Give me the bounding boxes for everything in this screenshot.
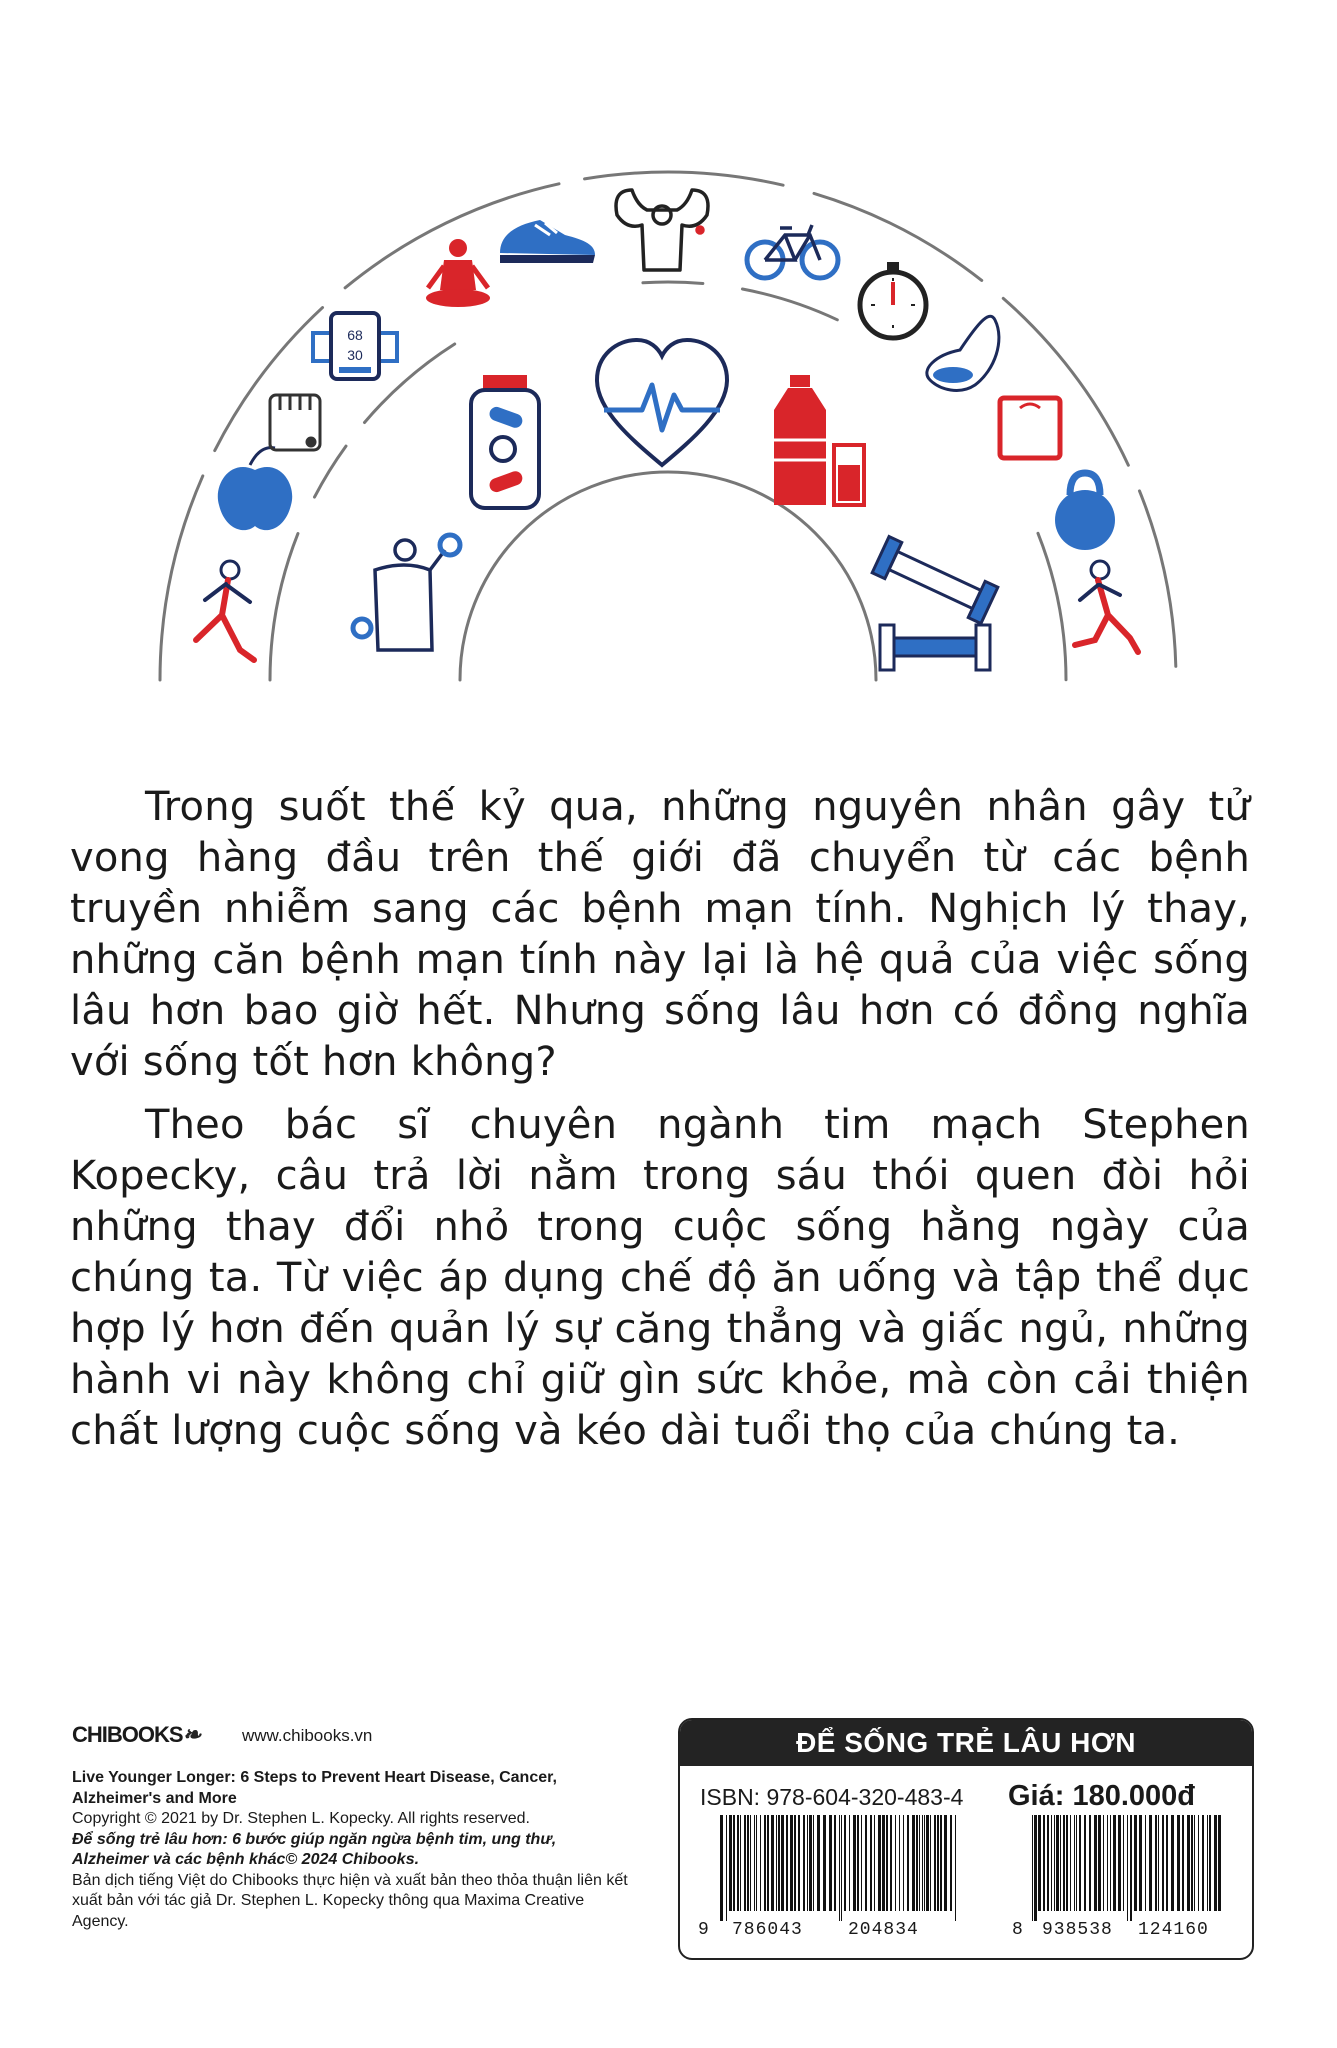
barcode-bar bbox=[874, 1815, 875, 1911]
water-bottle-icon bbox=[774, 375, 864, 505]
barcode-bar bbox=[1177, 1815, 1180, 1911]
barcode-bar bbox=[955, 1815, 956, 1921]
barcode-bar bbox=[729, 1815, 732, 1911]
barcode-bar bbox=[1134, 1815, 1137, 1911]
barcode1-digits-left: 786043 bbox=[732, 1920, 803, 1940]
barcode2-digits-right: 124160 bbox=[1138, 1920, 1209, 1940]
barcode-bar bbox=[790, 1815, 793, 1911]
barcode-bar bbox=[829, 1815, 832, 1911]
barcode-bar bbox=[1051, 1815, 1052, 1911]
barcode-bar bbox=[1038, 1815, 1041, 1911]
barcode-bar bbox=[1118, 1815, 1121, 1911]
barcode-bar bbox=[861, 1815, 862, 1911]
barcode-bar bbox=[886, 1815, 888, 1911]
barcode-bar bbox=[1034, 1815, 1037, 1921]
barcode-bar bbox=[1123, 1815, 1124, 1911]
barcode-bar bbox=[930, 1815, 931, 1911]
barcode-bar bbox=[937, 1815, 939, 1911]
barcode-bar bbox=[798, 1815, 800, 1911]
barcode-bar bbox=[767, 1815, 769, 1911]
smartwatch-icon bbox=[313, 313, 397, 379]
barcode-bar bbox=[950, 1815, 952, 1911]
barcode-bar bbox=[1194, 1815, 1195, 1911]
copyright-line: Copyright © 2021 by Dr. Stephen L. Kopecky. All rights reserved. bbox=[72, 1810, 530, 1827]
barcode-bar bbox=[737, 1815, 739, 1911]
blurb-paragraph-1: Trong suốt thế kỷ qua, những nguyên nhân gây tử vong hàng đầu trên thế giới đã chuyển từ các bệnh truyền nhiễm sang các bệnh mạn tính. Nghịch lý thay, những căn bệnh mạn tính này lại là hệ quả của việc sống lâu hơn bao giờ hết. Nhưng sống lâu hơn có đồng nghĩa với sống tốt hơn không? bbox=[70, 784, 1250, 1085]
publisher-logo-text: CHIBOOKS bbox=[72, 1722, 183, 1747]
barcode-bar bbox=[1127, 1815, 1128, 1921]
barcode-bar bbox=[1202, 1815, 1204, 1911]
barcode-bar bbox=[803, 1815, 805, 1911]
barcode-bar bbox=[807, 1815, 808, 1911]
barcode-bar bbox=[1054, 1815, 1055, 1911]
barcode-bar bbox=[1089, 1815, 1091, 1911]
barcode-bar bbox=[764, 1815, 766, 1911]
barcode-bar bbox=[786, 1815, 788, 1911]
dumbbells-icon bbox=[872, 537, 998, 670]
barcode-bar bbox=[756, 1815, 757, 1911]
barcode-bar bbox=[912, 1815, 915, 1911]
barcode-bar bbox=[1074, 1815, 1075, 1911]
barcode-bar bbox=[1063, 1815, 1065, 1911]
product-barcode bbox=[1032, 1815, 1226, 1921]
barcode-bar bbox=[878, 1815, 881, 1911]
barcode-bar bbox=[1214, 1815, 1217, 1911]
apple-icon bbox=[218, 448, 292, 531]
barcode-bar bbox=[916, 1815, 918, 1911]
barcode-bar bbox=[857, 1815, 859, 1911]
barcode-bar bbox=[1110, 1815, 1111, 1911]
barcode-bar bbox=[1182, 1815, 1184, 1911]
barcode-bar bbox=[870, 1815, 872, 1911]
meditation-icon bbox=[426, 239, 490, 307]
barcode-bar bbox=[1076, 1815, 1077, 1911]
sneaker-icon bbox=[500, 220, 595, 263]
barcode-bar bbox=[1209, 1815, 1211, 1911]
barcode-bar bbox=[1158, 1815, 1159, 1911]
barcode-bar bbox=[1113, 1815, 1116, 1911]
barcode-bar bbox=[1198, 1815, 1199, 1911]
barcode-bar bbox=[744, 1815, 746, 1911]
barcode-bar bbox=[750, 1815, 751, 1911]
barcode-bar bbox=[771, 1815, 774, 1911]
barcode-bar bbox=[776, 1815, 777, 1911]
barcode-bar bbox=[1066, 1815, 1068, 1911]
barcode-bar bbox=[794, 1815, 796, 1911]
isbn-barcode bbox=[720, 1815, 960, 1921]
barcode-bar bbox=[882, 1815, 885, 1911]
barcode-bar bbox=[747, 1815, 749, 1911]
barcode-bar bbox=[1171, 1815, 1174, 1911]
barcode-bar bbox=[817, 1815, 820, 1911]
barcode-bar bbox=[1162, 1815, 1164, 1911]
barcode-bar bbox=[1070, 1815, 1071, 1911]
barcode-bar bbox=[1187, 1815, 1190, 1911]
barcode-bar bbox=[760, 1815, 761, 1911]
scale-icon bbox=[1000, 398, 1060, 458]
barcode-bar bbox=[944, 1815, 947, 1911]
bicycle-icon bbox=[747, 225, 838, 278]
barcode-bar bbox=[1084, 1815, 1086, 1911]
barcode-bar bbox=[1032, 1815, 1033, 1921]
barcode-bar bbox=[726, 1815, 727, 1921]
kettlebell-icon bbox=[1055, 473, 1115, 550]
barcode-bar bbox=[907, 1815, 909, 1911]
barcode-bar bbox=[890, 1815, 892, 1911]
stopwatch-icon bbox=[860, 262, 926, 338]
barcode-bar bbox=[1166, 1815, 1168, 1911]
barcode-bar bbox=[1155, 1815, 1157, 1911]
barcode2-digit-lead: 8 bbox=[1012, 1920, 1024, 1940]
barcode-bar bbox=[733, 1815, 735, 1911]
barcode-bar bbox=[839, 1815, 840, 1921]
barcode-bar bbox=[1056, 1815, 1059, 1911]
barcode-bar bbox=[849, 1815, 850, 1911]
publisher-website: www.chibooks.vn bbox=[242, 1726, 373, 1745]
barcode-bar bbox=[834, 1815, 836, 1911]
price-label: Giá: 180.000đ bbox=[1008, 1780, 1195, 1812]
barcode-bar bbox=[823, 1815, 826, 1911]
barcode-bar bbox=[813, 1815, 814, 1911]
barcode-bar bbox=[1098, 1815, 1101, 1911]
barcode-bar bbox=[1139, 1815, 1142, 1911]
barcode-bar bbox=[899, 1815, 900, 1911]
barcode-box-title: ĐỂ SỐNG TRẺ LÂU HƠN bbox=[680, 1720, 1252, 1766]
barcode-box bbox=[678, 1718, 1254, 1960]
barcode-bar bbox=[844, 1815, 846, 1911]
barcode-bar bbox=[720, 1815, 723, 1921]
heart-pulse-icon bbox=[597, 340, 727, 465]
barcode-bar bbox=[895, 1815, 896, 1911]
barcode-bar bbox=[841, 1815, 842, 1921]
runner-woman-icon bbox=[196, 561, 254, 660]
barcode-bar bbox=[1094, 1815, 1097, 1911]
license-note: Bản dịch tiếng Việt do Chibooks thực hiện và xuất bản theo thỏa thuận liên kết xuất bản với tác giả Dr. Stephen L. Kopecky thông qua Maxima Creative Agency. bbox=[72, 1871, 628, 1930]
barcode-bar bbox=[1107, 1815, 1108, 1911]
blurb-paragraph-2: Theo bác sĩ chuyên ngành tim mạch Stephen Kopecky, câu trả lời nằm trong sáu thói quen đòi hỏi những thay đổi nhỏ trong cuộc sống hằng ngày của chúng ta. Từ việc áp dụng chế độ ăn uống và tập thể dục hợp lý hơn đến quản lý sự căng thẳng và giấc ngủ, những hành vi này không chỉ giữ gìn sức khỏe, mà còn cải thiện chất lượng cuộc sống và kéo dài tuổi thọ của chúng ta. bbox=[70, 1102, 1250, 1454]
isbn-label: ISBN: 978-604-320-483-4 bbox=[700, 1784, 964, 1810]
watch-readout-top: 68 bbox=[347, 327, 363, 343]
barcode-bar bbox=[1149, 1815, 1152, 1911]
barcode-bar bbox=[1047, 1815, 1049, 1911]
credits-block bbox=[72, 1768, 632, 1932]
barcode-bar bbox=[940, 1815, 942, 1911]
original-title: Live Younger Longer: 6 Steps to Prevent Heart Disease, Cancer, Alzheimer's and More bbox=[72, 1769, 557, 1807]
barcode-bar bbox=[853, 1815, 856, 1911]
barcode-bar bbox=[740, 1815, 741, 1911]
avocado-icon bbox=[927, 316, 999, 390]
barcode-bar bbox=[781, 1815, 784, 1911]
pill-jar-icon bbox=[471, 375, 539, 508]
barcode-bar bbox=[1043, 1815, 1045, 1911]
barcode-bar bbox=[1191, 1815, 1193, 1911]
barcode-bar bbox=[1218, 1815, 1221, 1911]
barcode-bar bbox=[778, 1815, 780, 1911]
health-icons-illustration bbox=[0, 0, 1337, 720]
barcode-bar bbox=[1130, 1815, 1132, 1921]
glove-icon bbox=[270, 395, 320, 450]
barcode-bar bbox=[1103, 1815, 1104, 1911]
barcode-bar bbox=[926, 1815, 929, 1911]
barcode1-digits-right: 204834 bbox=[848, 1920, 919, 1940]
barcode2-digits-left: 938538 bbox=[1042, 1920, 1113, 1940]
leaf-logo-icon: ❧ bbox=[182, 1722, 200, 1747]
dumbbell-man-icon bbox=[353, 535, 460, 650]
barcode-bar bbox=[934, 1815, 936, 1911]
barcode-bar bbox=[922, 1815, 923, 1911]
publisher-logo bbox=[72, 1722, 200, 1748]
bodybuilder-icon bbox=[616, 190, 708, 270]
barcode-bar bbox=[1207, 1815, 1208, 1911]
barcode-bar bbox=[924, 1815, 925, 1911]
watch-readout-bottom: 30 bbox=[347, 347, 363, 363]
barcode-bar bbox=[865, 1815, 867, 1911]
barcode-bar bbox=[903, 1815, 904, 1911]
barcode-bar bbox=[1079, 1815, 1081, 1911]
vietnamese-title: Để sống trẻ lâu hơn: 6 bước giúp ngăn ngừa bệnh tim, ung thư, Alzheimer và các bệnh khác© 2024 Chibooks. bbox=[72, 1830, 557, 1868]
barcode-bar bbox=[809, 1815, 812, 1911]
middle-arc bbox=[270, 282, 1066, 680]
barcode-bar bbox=[754, 1815, 755, 1911]
barcode-bar bbox=[1145, 1815, 1146, 1911]
runner-man-icon bbox=[1075, 561, 1138, 652]
barcode-bar bbox=[919, 1815, 920, 1911]
barcode-bar bbox=[1060, 1815, 1061, 1911]
barcode1-digit-lead: 9 bbox=[698, 1920, 710, 1940]
